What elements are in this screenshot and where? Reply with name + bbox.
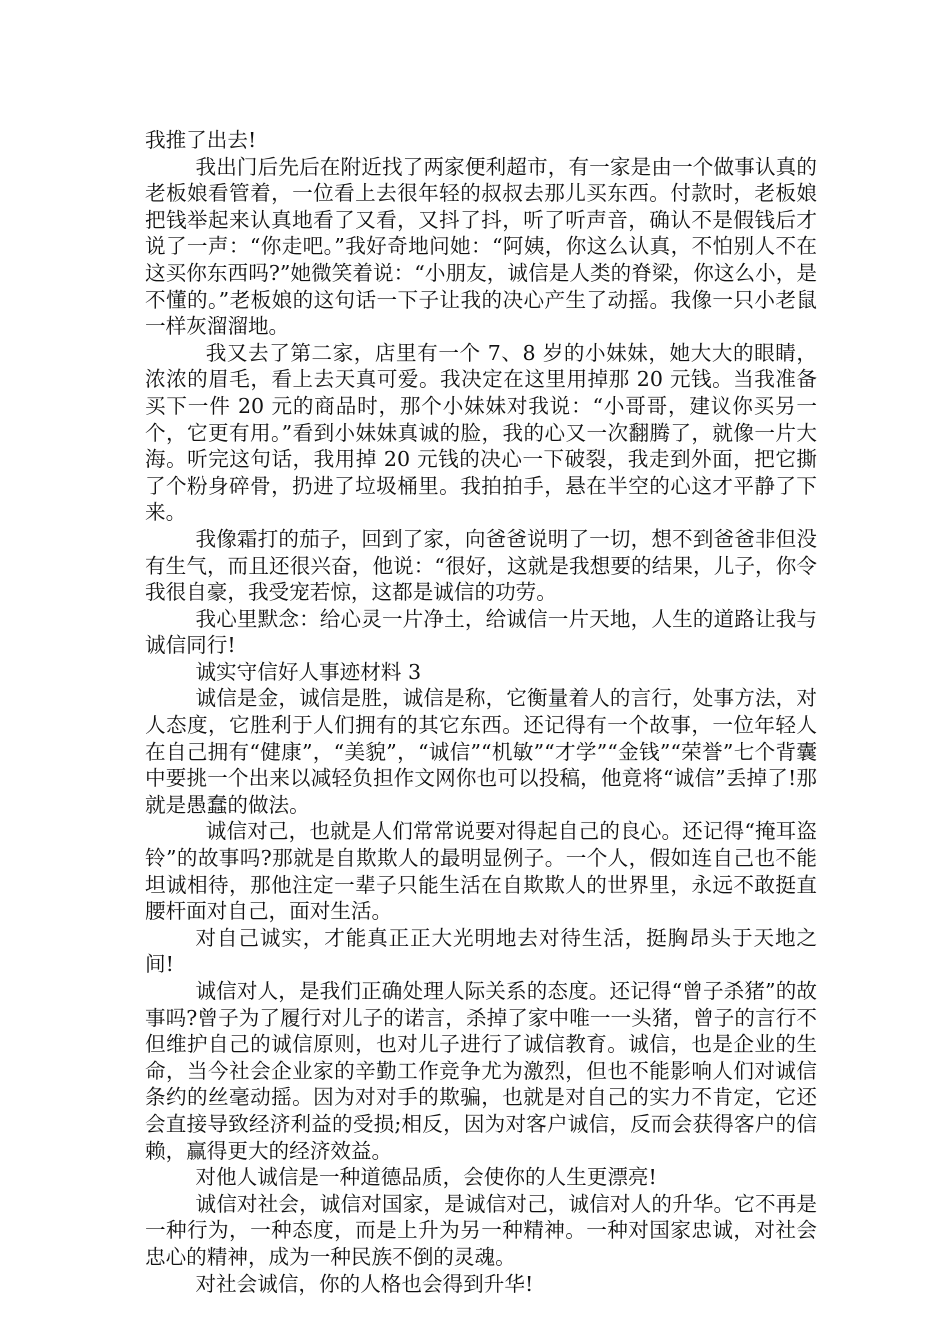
- paragraph-4: 我像霜打的茄子，回到了家，向爸爸说明了一切，想不到爸爸非但没有生气，而且还很兴奋，他说：“很好，这就是我想要的结果，儿子，你令我很自豪，我受宠若惊，这都是诚信的功劳。: [145, 526, 817, 605]
- paragraph-10: 对他人诚信是一种道德品质，会使你的人生更漂亮!: [195, 1165, 657, 1190]
- paragraph-1: 我推了出去!: [145, 128, 257, 152]
- document-page: [145, 127, 817, 1297]
- paragraph-2: 我出门后先后在附近找了两家便利超市，有一家是由一个做事认真的老板娘看管着，一位看上去很年轻的叔叔去那儿买东西。付款时，老板娘把钱举起来认真地看了又看，又抖了抖，听了听声音，确认不是假钱后才说了一声：“你走吧。”我好奇地问她：“阿姨，你这么认真，不怕别人不在这买你东西吗?”她微笑着说：“小朋友，诚信是人类的脊梁，你这么小，是不懂的。”老板娘的这句话一下子让我的决心产生了动摇。我像一只小老鼠一样灰溜溜地。: [145, 154, 817, 339]
- paragraph-9: 诚信对人，是我们正确处理人际关系的态度。还记得“曾子杀猪”的故事吗?曾子为了履行对儿子的诺言，杀掉了家中唯一一头猪，曾子的言行不但维护自己的诚信原则，也对儿子进行了诚信教育。诚信，也是企业的生命，当今社会企业家的辛勤工作竞争尤为激烈，但也不能影响人们对诚信条约的丝毫动摇。因为对对手的欺骗，也就是对自己的实力不肯定，它还会直接导致经济利益的受损;相反，因为对客户诚信，反而会获得客户的信赖，赢得更大的经济效益。: [145, 979, 817, 1163]
- paragraph-11: 诚信对社会，诚信对国家，是诚信对己，诚信对人的升华。它不再是一种行为，一种态度，而是上升为另一种精神。一种对国家忠诚，对社会忠心的精神，成为一种民族不倒的灵魂。: [145, 1191, 817, 1269]
- paragraph-7: 诚信对己，也就是人们常常说要对得起自己的良心。还记得“掩耳盗铃”的故事吗?那就是自欺欺人的最明显例子。一个人，假如连自己也不能坦诚相待，那他注定一辈子只能生活在自欺欺人的世界里，永远不敢挺直腰杆面对自己，面对生活。: [145, 819, 817, 924]
- paragraph-8: 对自己诚实，才能真正正大光明地去对待生活，挺胸昂头于天地之间!: [145, 925, 817, 977]
- section-heading: 诚实守信好人事迹材料 3: [195, 659, 422, 684]
- paragraph-12: 对社会诚信，你的人格也会得到升华!: [195, 1271, 534, 1296]
- paragraph-3: 我又去了第二家，店里有一个 7、8 岁的小妹妹，她大大的眼睛，浓浓的眉毛，看上去天真可爱。我决定在这里用掉那 20 元钱。当我准备买下一件 20 元的商品时，那个小妹妹对我说：“小哥哥，建议你买另一个，它更有用。”看到小妹妹真诚的脸，我的心又一次翻腾了，就像一片大海。听完这句话，我用掉 20 元钱的决心一下破裂，我走到外面，把它撕了个粉身碎骨，扔进了垃圾桶里。我拍拍手，悬在半空的心这才平静了下来。: [145, 340, 817, 525]
- paragraph-5: 我心里默念：给心灵一片净土，给诚信一片天地，人生的道路让我与诚信同行!: [145, 606, 817, 658]
- paragraph-6: 诚信是金，诚信是胜，诚信是称，它衡量着人的言行，处事方法，对人态度，它胜利于人们拥有的其它东西。还记得有一个故事，一位年轻人在自己拥有“健康”，“美貌”，“诚信”“机敏”“才学”“金钱”“荣誉”七个背囊中要挑一个出来以减轻负担作文网你也可以投稿，他竟将“诚信”丢掉了!那就是愚蠢的做法。: [145, 686, 817, 817]
